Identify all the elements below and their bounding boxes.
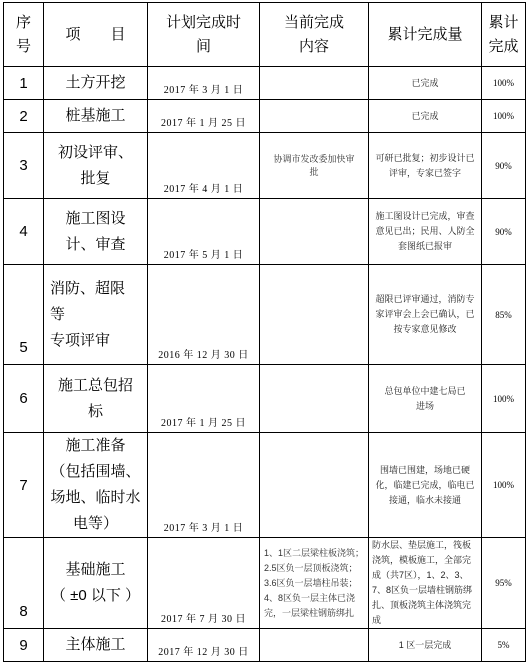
table-row — [4, 538, 526, 629]
row-item — [44, 199, 148, 265]
progress-table — [3, 2, 526, 662]
table-row — [4, 629, 526, 662]
row-cumulative: 超限已评审通过，消防专家评审会上会已确认，已按专家意见修改 — [369, 265, 482, 365]
row-item-subtext: （包括围墙、场地、 — [50, 463, 141, 506]
row-cumulative: 已完成 — [369, 100, 482, 133]
row-item-text: 施工图设 — [65, 209, 126, 227]
row-item-text: 初设评审、 — [57, 143, 133, 161]
row-item-text: 主体施工 — [65, 636, 126, 653]
row-current — [260, 433, 369, 538]
row-cumulative: 1 区一层完成 — [369, 629, 482, 662]
row-no: 3 — [4, 133, 44, 199]
header-plan-time — [148, 3, 260, 67]
row-no: 9 — [4, 629, 44, 662]
row-plan-date: 2017 年 12 月 30 日 — [148, 629, 260, 662]
header-cumulative-label: 累计完成量 — [387, 25, 463, 43]
header-current — [260, 3, 369, 67]
header-cumulative — [369, 3, 482, 67]
row-item-text: 施工准备 — [65, 437, 126, 454]
row-percent: 95% — [482, 538, 526, 629]
row-no: 8 — [4, 538, 44, 629]
header-item-label: 项 目 — [65, 25, 126, 43]
row-item — [44, 100, 148, 133]
row-item-text: 等 — [50, 305, 66, 323]
row-item — [44, 265, 148, 365]
row-plan-date: 2017 年 5 月 1 日 — [148, 199, 260, 265]
row-no: 7 — [4, 433, 44, 538]
row-current — [260, 629, 369, 662]
row-cumulative: 施工图设计已完成，审查意见已出；民用、人防全套图纸已报审 — [369, 199, 482, 265]
header-plan-line2: 间 — [195, 37, 211, 55]
row-current — [260, 199, 369, 265]
header-percent — [482, 3, 526, 67]
row-current: 协调市发改委加快审批 — [260, 133, 369, 199]
row-cumulative: 防水层、垫层施工，筏板浇筑，模板施工，全部完成（共7区），1、2、3、7、8区负一层墙柱钢筋绑扎、顶板浇筑主体浇筑完成 — [369, 538, 482, 629]
row-item-text: 土方开挖 — [65, 74, 126, 91]
row-item — [44, 538, 148, 629]
row-item-text: 桩基施工 — [65, 107, 126, 124]
row-item-text: 计、审查 — [65, 235, 126, 253]
header-no-line2: 号 — [15, 37, 31, 55]
row-plan-date: 2017 年 3 月 1 日 — [148, 433, 260, 538]
row-current — [260, 67, 369, 100]
table-row — [4, 433, 526, 538]
row-plan-date: 2017 年 3 月 1 日 — [148, 67, 260, 100]
row-plan-date: 2017 年 1 月 25 日 — [148, 100, 260, 133]
header-percent-line2: 完成 — [488, 37, 519, 55]
row-no: 1 — [4, 67, 44, 100]
row-item — [44, 133, 148, 199]
table-row — [4, 67, 526, 100]
row-cumulative: 总包单位中建七局已进场 — [369, 365, 482, 433]
row-plan-date: 2016 年 12 月 30 日 — [148, 265, 260, 365]
row-current — [260, 100, 369, 133]
row-cumulative: 围墙已围建，场地已硬化，临建已完成，临电已接通，临水未接通 — [369, 433, 482, 538]
row-no: 6 — [4, 365, 44, 433]
table-row — [4, 133, 526, 199]
row-no: 2 — [4, 100, 44, 133]
table-row — [4, 100, 526, 133]
row-current — [260, 265, 369, 365]
row-plan-date: 2017 年 7 月 30 日 — [148, 538, 260, 629]
row-percent: 100% — [482, 100, 526, 133]
row-current: 1、1区二层梁柱板浇筑；2.5区负一层顶板浇筑；3.6区负一层墙柱吊装；4、8区负一层主体已浇完，一层梁柱钢筋绑扎 — [260, 538, 369, 629]
header-item — [44, 3, 148, 67]
row-plan-date: 2017 年 1 月 25 日 — [148, 365, 260, 433]
table-row — [4, 199, 526, 265]
row-item-text: 施工总包招 — [57, 376, 133, 394]
row-item-text: 批复 — [80, 169, 111, 187]
table-row — [4, 265, 526, 365]
row-item-text: （ ±0 以下 ） — [50, 587, 141, 604]
row-item — [44, 433, 148, 538]
row-item — [44, 365, 148, 433]
header-row — [4, 3, 526, 67]
header-plan-line1: 计划完成时 — [165, 13, 241, 31]
row-item-subtext: 临时水电等） — [72, 489, 141, 532]
header-current-line2: 内容 — [298, 37, 329, 55]
header-percent-line1: 累计 — [488, 13, 519, 31]
row-item-text: 消防、超限 — [50, 279, 126, 297]
row-item-text: 标 — [87, 402, 103, 420]
row-item-text: 基础施工 — [65, 561, 126, 578]
row-item-text: 专项评审 — [50, 331, 111, 349]
row-percent: 85% — [482, 265, 526, 365]
row-percent: 5% — [482, 629, 526, 662]
table-row — [4, 365, 526, 433]
header-no — [4, 3, 44, 67]
header-current-line1: 当前完成 — [283, 13, 344, 31]
row-plan-date: 2017 年 4 月 1 日 — [148, 133, 260, 199]
row-current — [260, 365, 369, 433]
row-percent: 100% — [482, 365, 526, 433]
row-percent: 100% — [482, 433, 526, 538]
row-item — [44, 629, 148, 662]
row-no: 4 — [4, 199, 44, 265]
header-no-line1: 序 — [15, 13, 31, 31]
row-percent: 90% — [482, 199, 526, 265]
row-item — [44, 67, 148, 100]
row-no: 5 — [4, 265, 44, 365]
row-cumulative: 可研已批复；初步设计已评审，专家已签字 — [369, 133, 482, 199]
row-percent: 90% — [482, 133, 526, 199]
row-cumulative: 已完成 — [369, 67, 482, 100]
row-percent: 100% — [482, 67, 526, 100]
